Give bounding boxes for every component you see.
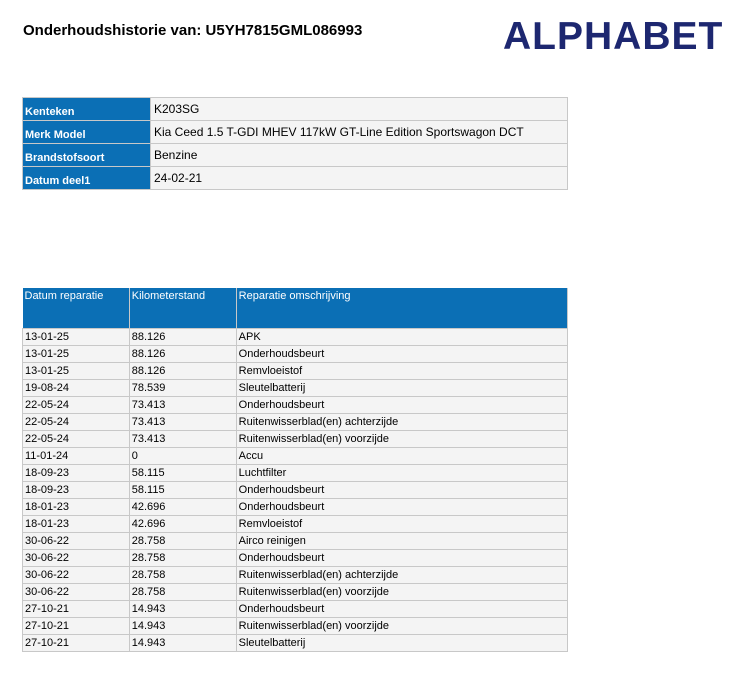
cell-datum: 22-05-24 (23, 413, 130, 430)
vehicle-label: Kenteken (23, 98, 151, 121)
cell-omschrijving: APK (236, 328, 567, 345)
cell-omschrijving: Ruitenwisserblad(en) voorzijde (236, 430, 567, 447)
cell-kilometerstand: 14.943 (129, 634, 236, 651)
cell-datum: 30-06-22 (23, 532, 130, 549)
page-title: Onderhoudshistorie van: U5YH7815GML086993 (23, 22, 363, 39)
cell-kilometerstand: 73.413 (129, 396, 236, 413)
vehicle-value: Kia Ceed 1.5 T-GDI MHEV 117kW GT-Line Edition Sportswagon DCT (151, 121, 568, 144)
vehicle-label: Brandstofsoort (23, 144, 151, 167)
cell-datum: 30-06-22 (23, 549, 130, 566)
cell-datum: 13-01-25 (23, 328, 130, 345)
cell-datum: 11-01-24 (23, 447, 130, 464)
table-row (23, 583, 568, 600)
cell-kilometerstand: 58.115 (129, 464, 236, 481)
table-row (23, 379, 568, 396)
vehicle-info-table (22, 97, 568, 190)
repair-history-body (23, 328, 568, 651)
table-row (23, 549, 568, 566)
cell-datum: 27-10-21 (23, 617, 130, 634)
cell-kilometerstand: 42.696 (129, 515, 236, 532)
table-row (23, 396, 568, 413)
table-row (23, 328, 568, 345)
vehicle-label: Datum deel1 (23, 167, 151, 190)
table-row (23, 464, 568, 481)
cell-datum: 30-06-22 (23, 583, 130, 600)
column-header-kilometerstand: Kilometerstand (129, 288, 236, 328)
cell-kilometerstand: 28.758 (129, 549, 236, 566)
vehicle-row-merk-model (23, 121, 568, 144)
table-row (23, 566, 568, 583)
cell-omschrijving: Onderhoudsbeurt (236, 396, 567, 413)
vehicle-row-datum-deel1 (23, 167, 568, 190)
cell-datum: 18-09-23 (23, 481, 130, 498)
cell-omschrijving: Remvloeistof (236, 362, 567, 379)
column-header-datum: Datum reparatie (23, 288, 130, 328)
table-row (23, 481, 568, 498)
table-row (23, 532, 568, 549)
table-row (23, 345, 568, 362)
cell-omschrijving: Airco reinigen (236, 532, 567, 549)
cell-datum: 27-10-21 (23, 600, 130, 617)
cell-kilometerstand: 14.943 (129, 617, 236, 634)
table-header-row (23, 288, 568, 328)
table-row (23, 413, 568, 430)
cell-kilometerstand: 28.758 (129, 583, 236, 600)
vehicle-value: 24-02-21 (151, 167, 568, 190)
vehicle-value: K203SG (151, 98, 568, 121)
vehicle-label: Merk Model (23, 121, 151, 144)
cell-omschrijving: Onderhoudsbeurt (236, 549, 567, 566)
cell-kilometerstand: 28.758 (129, 566, 236, 583)
cell-omschrijving: Ruitenwisserblad(en) voorzijde (236, 583, 567, 600)
cell-kilometerstand: 88.126 (129, 328, 236, 345)
cell-omschrijving: Sleutelbatterij (236, 634, 567, 651)
table-row (23, 430, 568, 447)
table-row (23, 634, 568, 651)
cell-datum: 13-01-25 (23, 345, 130, 362)
cell-omschrijving: Onderhoudsbeurt (236, 498, 567, 515)
cell-datum: 19-08-24 (23, 379, 130, 396)
cell-omschrijving: Onderhoudsbeurt (236, 600, 567, 617)
cell-datum: 22-05-24 (23, 430, 130, 447)
cell-omschrijving: Accu (236, 447, 567, 464)
table-row (23, 362, 568, 379)
cell-omschrijving: Ruitenwisserblad(en) achterzijde (236, 566, 567, 583)
cell-datum: 27-10-21 (23, 634, 130, 651)
column-header-omschrijving: Reparatie omschrijving (236, 288, 567, 328)
cell-kilometerstand: 78.539 (129, 379, 236, 396)
table-row (23, 498, 568, 515)
cell-datum: 18-09-23 (23, 464, 130, 481)
cell-omschrijving: Onderhoudsbeurt (236, 345, 567, 362)
table-row (23, 447, 568, 464)
cell-omschrijving: Sleutelbatterij (236, 379, 567, 396)
cell-omschrijving: Ruitenwisserblad(en) voorzijde (236, 617, 567, 634)
table-row (23, 515, 568, 532)
alphabet-logo: ALPHABET (503, 15, 724, 58)
cell-kilometerstand: 42.696 (129, 498, 236, 515)
cell-datum: 13-01-25 (23, 362, 130, 379)
cell-kilometerstand: 28.758 (129, 532, 236, 549)
cell-kilometerstand: 73.413 (129, 413, 236, 430)
vehicle-value: Benzine (151, 144, 568, 167)
cell-kilometerstand: 88.126 (129, 362, 236, 379)
cell-datum: 18-01-23 (23, 498, 130, 515)
cell-kilometerstand: 0 (129, 447, 236, 464)
cell-omschrijving: Luchtfilter (236, 464, 567, 481)
cell-datum: 30-06-22 (23, 566, 130, 583)
cell-kilometerstand: 88.126 (129, 345, 236, 362)
cell-omschrijving: Onderhoudsbeurt (236, 481, 567, 498)
cell-kilometerstand: 58.115 (129, 481, 236, 498)
repair-history-table (22, 288, 568, 652)
cell-kilometerstand: 73.413 (129, 430, 236, 447)
cell-omschrijving: Ruitenwisserblad(en) achterzijde (236, 413, 567, 430)
cell-omschrijving: Remvloeistof (236, 515, 567, 532)
table-row (23, 617, 568, 634)
vehicle-row-kenteken (23, 98, 568, 121)
cell-kilometerstand: 14.943 (129, 600, 236, 617)
cell-datum: 18-01-23 (23, 515, 130, 532)
cell-datum: 22-05-24 (23, 396, 130, 413)
table-row (23, 600, 568, 617)
vehicle-row-brandstofsoort (23, 144, 568, 167)
